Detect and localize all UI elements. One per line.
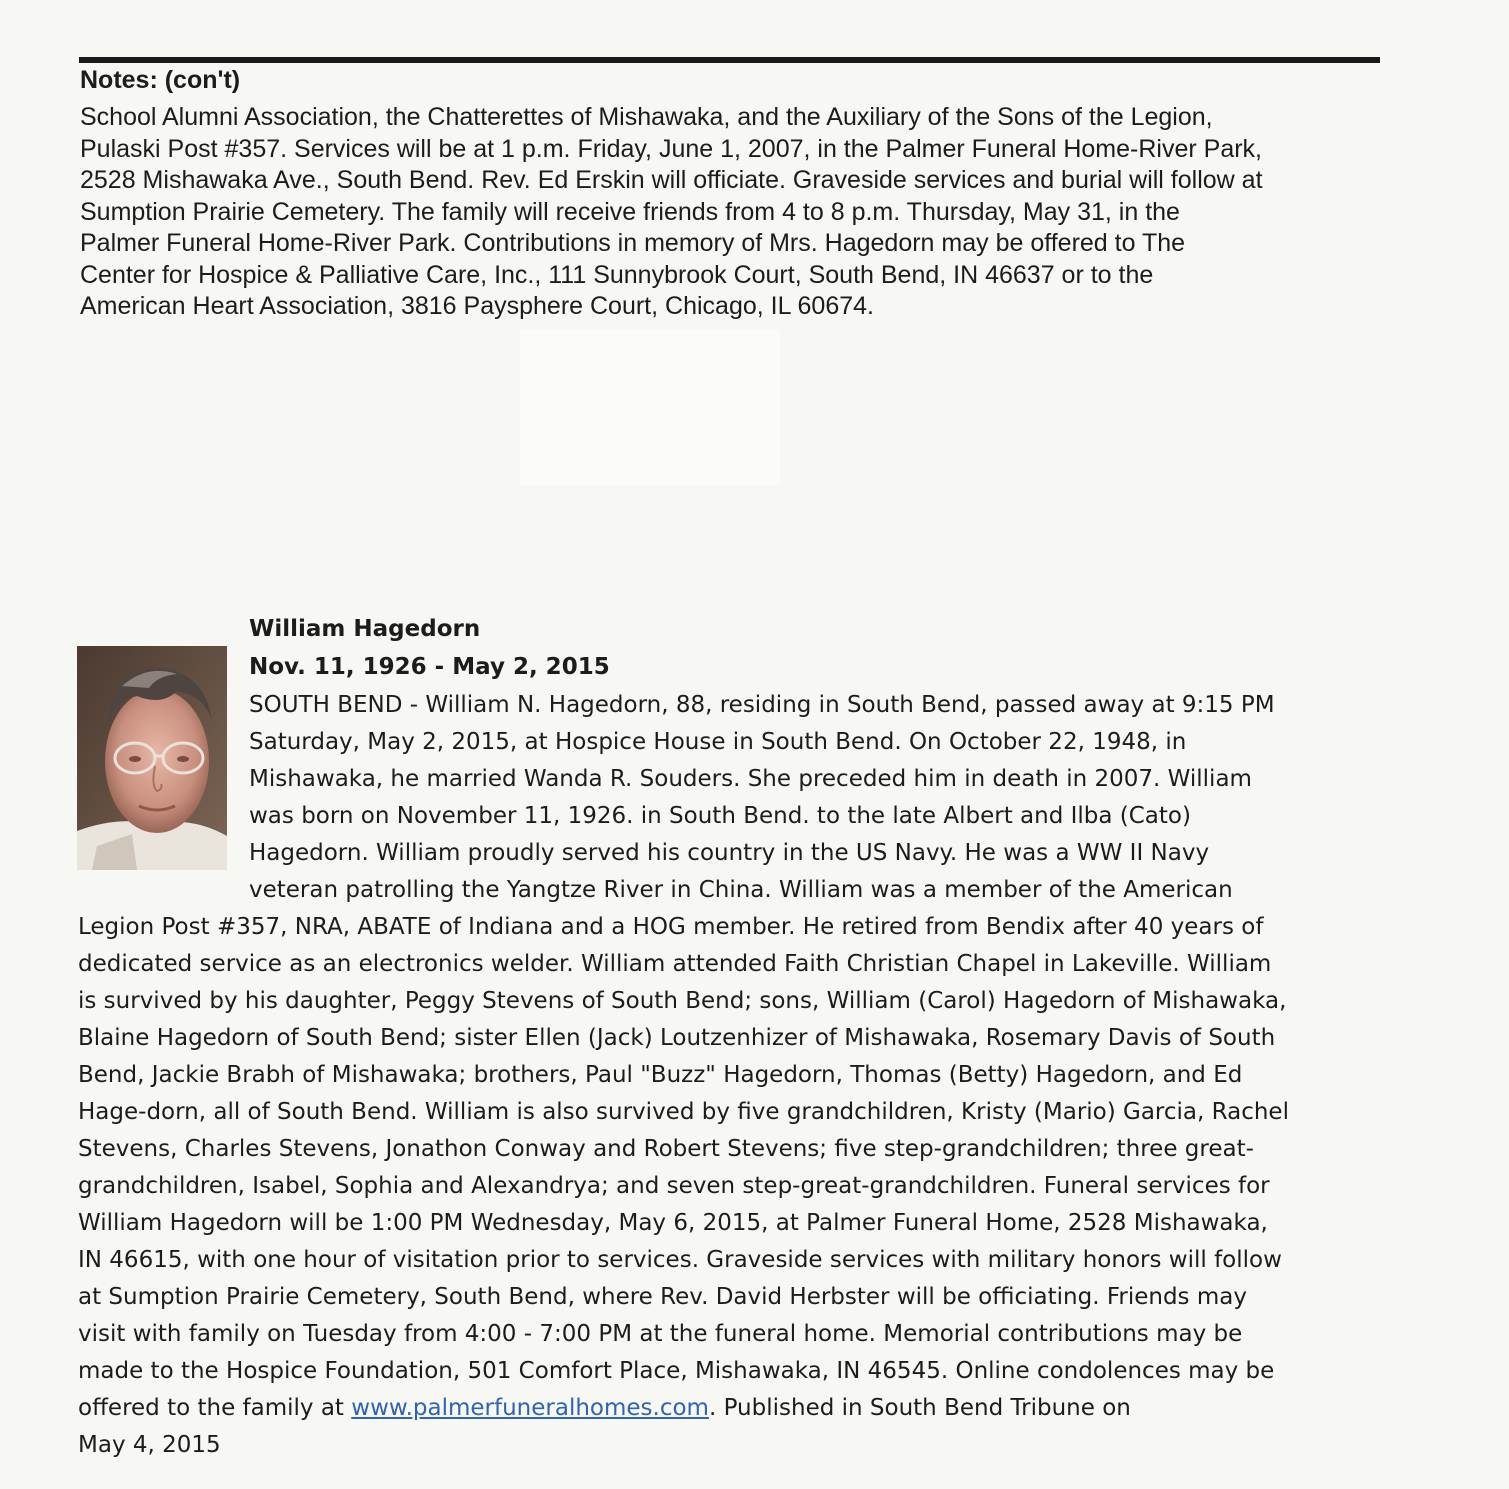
notes-line: Pulaski Post #357. Services will be at 1 p.m. Friday, June 1, 2007, in the Palmer Funeral Home-River Park,: [80, 134, 1262, 163]
notes-line: Palmer Funeral Home-River Park. Contributions in memory of Mrs. Hagedorn may be offered to The: [80, 229, 1186, 257]
obituary-line: William Hagedorn will be 1:00 PM Wednesday, May 6, 2015, at Palmer Funeral Home, 2528 Mishawaka,: [78, 1210, 1268, 1236]
funeral-home-link[interactable]: www.palmerfuneralhomes.com: [351, 1395, 709, 1421]
obituary-line: Mishawaka, he married Wanda R. Souders. She preceded him in death in 2007. William: [249, 766, 1252, 792]
obituary-line: dedicated service as an electronics welder. William attended Faith Christian Chapel in Lakeville. William: [78, 951, 1272, 977]
notes-line: School Alumni Association, the Chatterettes of Mishawaka, and the Auxiliary of the Sons of the Legion,: [80, 103, 1213, 131]
obituary-line: Hage-dorn, all of South Bend. William is also survived by five grandchildren, Kristy (Mario) Garcia, Rachel: [78, 1099, 1289, 1125]
link-prefix-text: offered to the family at: [78, 1395, 352, 1421]
obituary-line: grandchildren, Isabel, Sophia and Alexandrya; and seven step-great-grandchildren. Funeral services for: [78, 1173, 1270, 1199]
obituary-line: Bend, Jackie Brabh of Mishawaka; brothers, Paul "Buzz" Hagedorn, Thomas (Betty) Hagedorn, and Ed: [78, 1062, 1243, 1088]
scan-blemish: [520, 330, 780, 485]
obituary-line: Blaine Hagedorn of South Bend; sister Ellen (Jack) Loutzenhizer of Mishawaka, Rosemary Davis of South: [78, 1025, 1276, 1051]
obituary-line: is survived by his daughter, Peggy Stevens of South Bend; sons, William (Carol) Hagedorn of Mishawaka,: [78, 988, 1287, 1014]
obituary-line: Stevens, Charles Stevens, Jonathon Conway and Robert Stevens; five step-grandchildren; three great-: [78, 1136, 1254, 1162]
notes-line: American Heart Association, 3816 Paysphere Court, Chicago, IL 60674.: [80, 292, 874, 320]
top-rule: [79, 57, 1380, 63]
obituary-line: veteran patrolling the Yangtze River in China. William was a member of the American: [249, 877, 1233, 903]
link-suffix-text: . Published in South Bend Tribune on: [708, 1395, 1131, 1421]
obituary-line: was born on November 11, 1926. in South Bend. to the late Albert and Ilba (Cato): [249, 803, 1191, 829]
obituary-line: IN 46615, with one hour of visitation prior to services. Graveside services with military honors will follow: [78, 1247, 1282, 1273]
obituary-link-line: [78, 1390, 1388, 1427]
obituary-name: William Hagedorn: [249, 616, 481, 642]
obituary-line: at Sumption Prairie Cemetery, South Bend, where Rev. David Herbster will be officiating. Friends may: [78, 1284, 1247, 1310]
obituary-line: May 4, 2015: [78, 1432, 221, 1458]
notes-body: [80, 102, 1390, 323]
obituary-line: Hagedorn. William proudly served his country in the US Navy. He was a WW II Navy: [249, 840, 1210, 866]
notes-line: Sumption Prairie Cemetery. The family will receive friends from 4 to 8 p.m. Thursday, May 31, in the: [80, 197, 1180, 226]
obituary-line: SOUTH BEND - William N. Hagedorn, 88, residing in South Bend, passed away at 9:15 PM: [249, 692, 1275, 718]
obituary-dates: Nov. 11, 1926 - May 2, 2015: [249, 654, 610, 680]
notes-heading: Notes: (con't): [80, 66, 241, 94]
obituary-body: [78, 687, 1388, 1464]
obituary-line: Legion Post #357, NRA, ABATE of Indiana and a HOG member. He retired from Bendix after 40 years of: [78, 914, 1264, 940]
notes-line: 2528 Mishawaka Ave., South Bend. Rev. Ed Erskin will officiate. Graveside services and burial will follow at: [80, 166, 1263, 194]
obituary-line: visit with family on Tuesday from 4:00 - 7:00 PM at the funeral home. Memorial contributions may be: [78, 1321, 1243, 1347]
notes-line: Center for Hospice & Palliative Care, Inc., 111 Sunnybrook Court, South Bend, IN 46637 or to the: [80, 260, 1154, 289]
obituary-line: made to the Hospice Foundation, 501 Comfort Place, Mishawaka, IN 46545. Online condolences may be: [78, 1358, 1275, 1384]
obituary-line: Saturday, May 2, 2015, at Hospice House in South Bend. On October 22, 1948, in: [249, 729, 1187, 755]
